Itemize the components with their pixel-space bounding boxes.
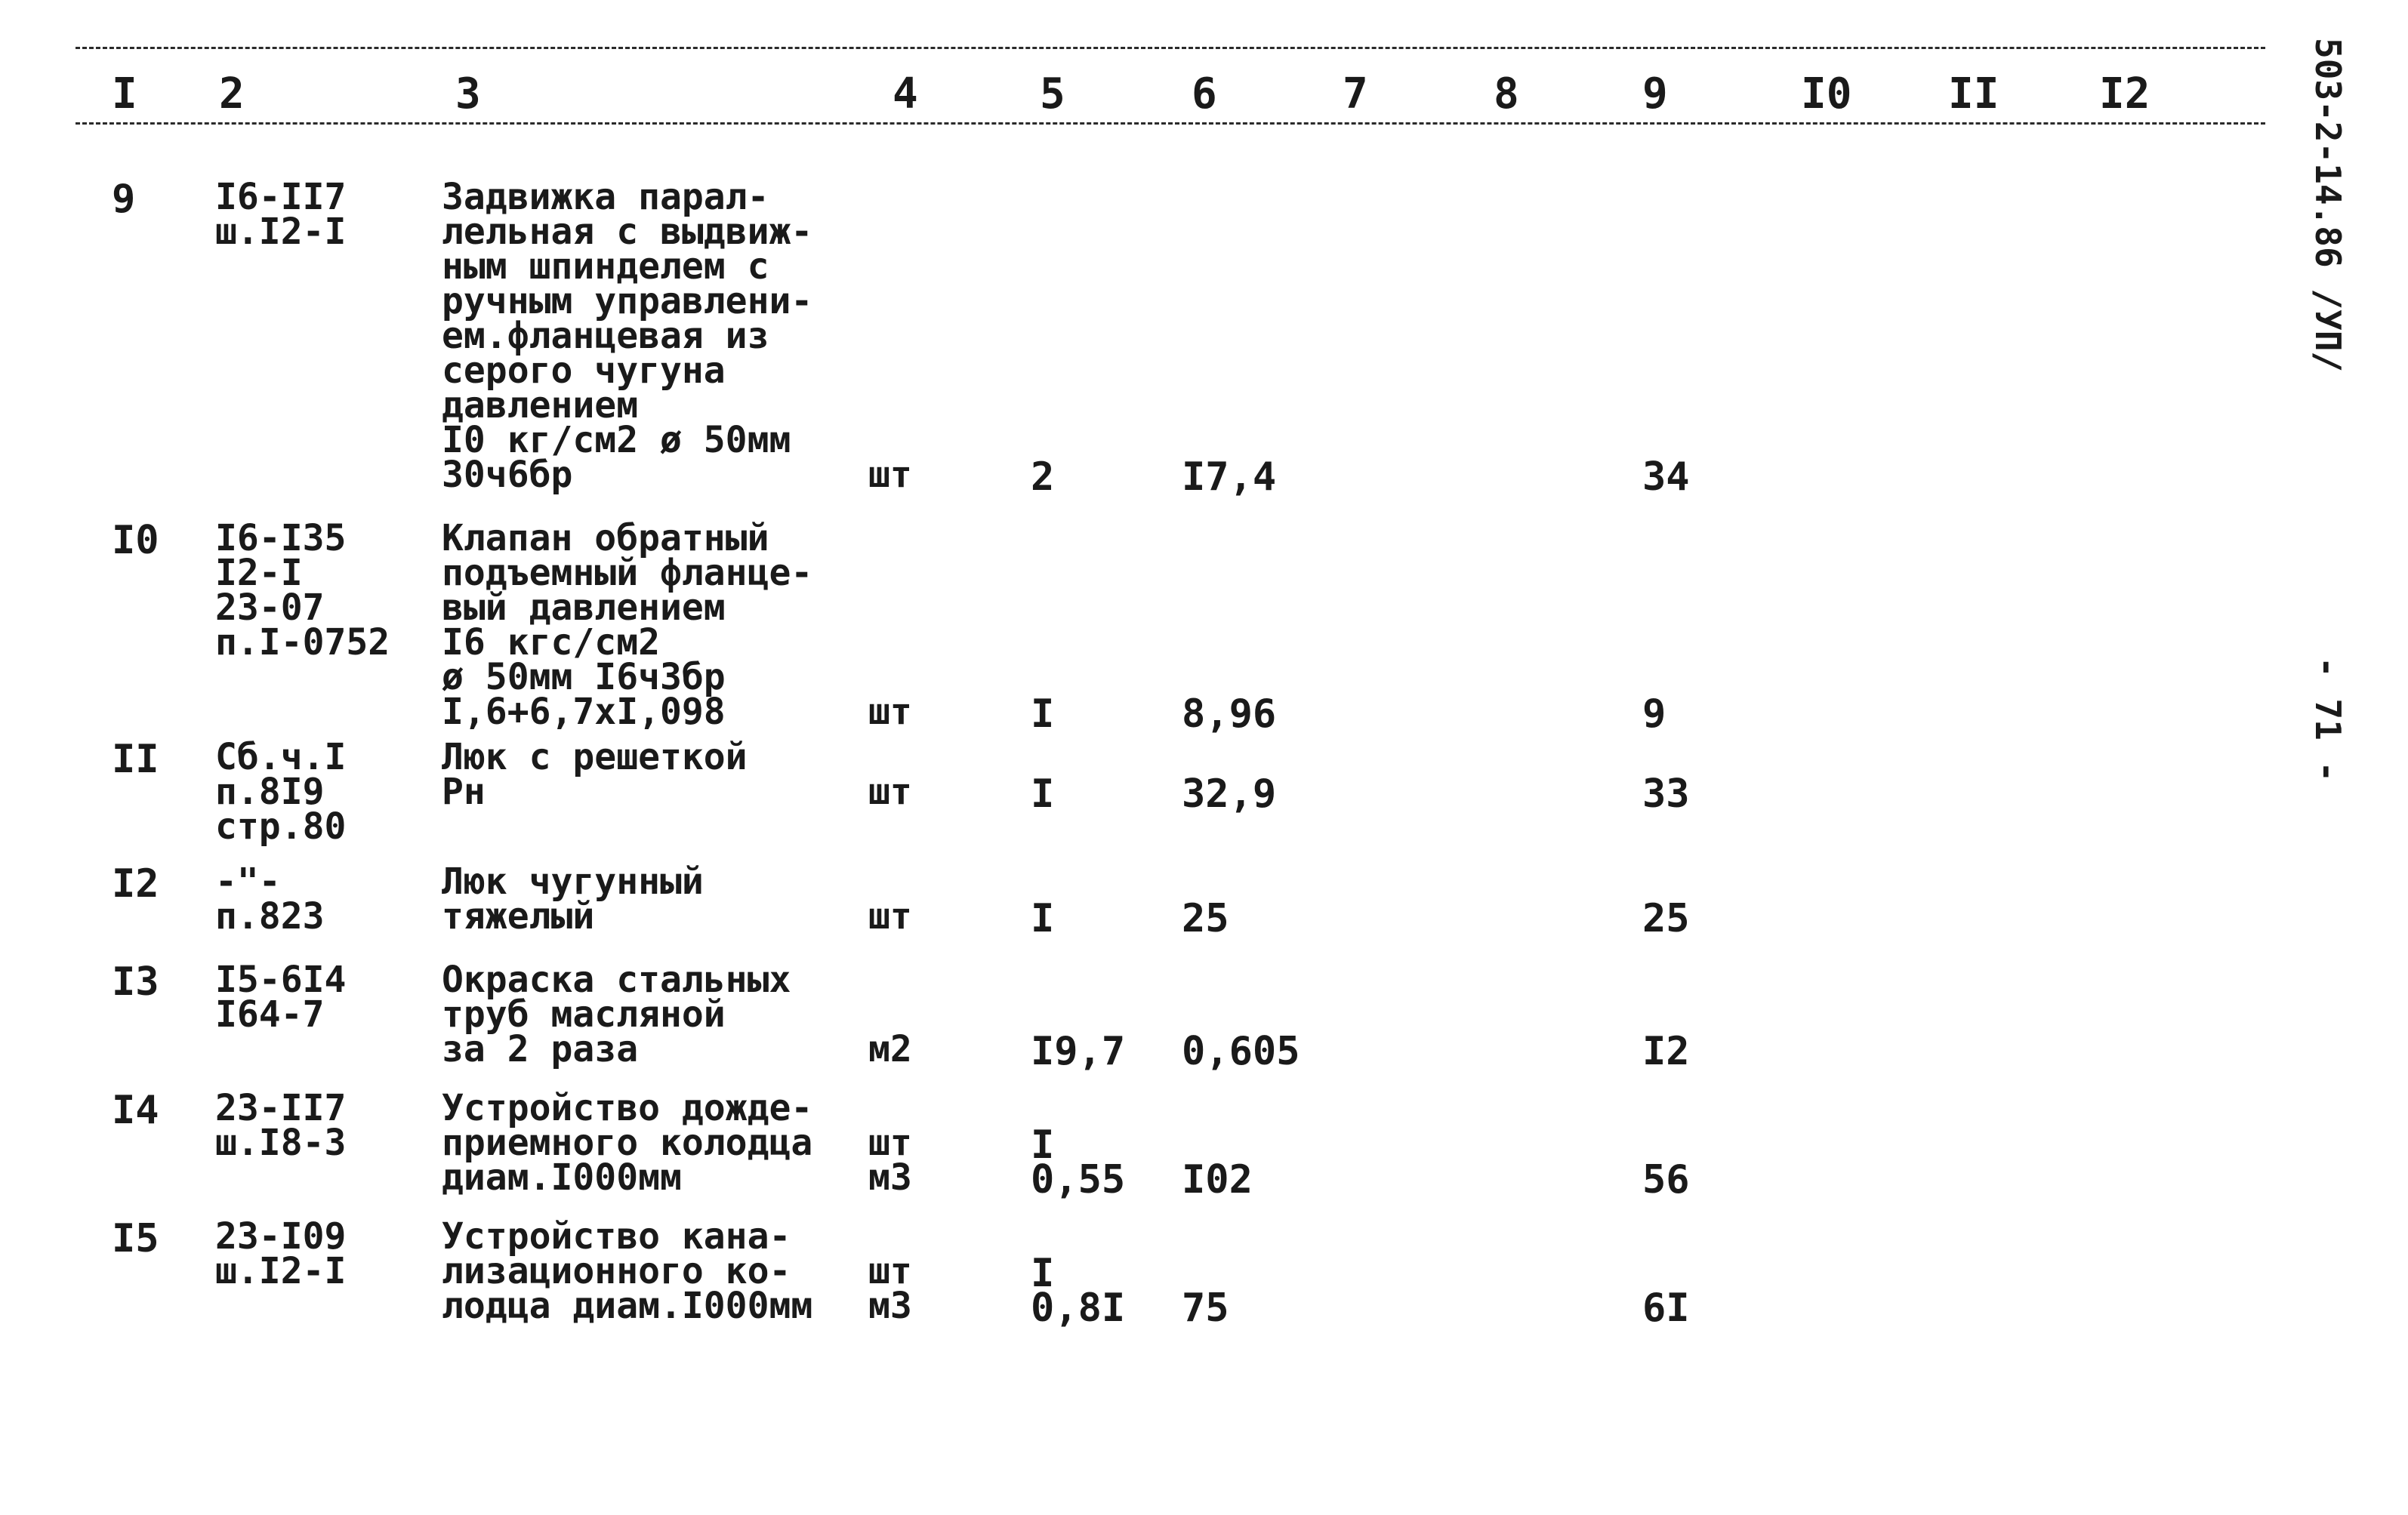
- row-number: I2: [112, 861, 159, 907]
- description-line: вый давлением: [442, 587, 726, 629]
- description-line: I,6+6,7xI,098: [442, 691, 726, 733]
- column-header-11: II: [1948, 69, 1999, 119]
- unit-cell: шт: [868, 454, 912, 496]
- column-header-9: 9: [1642, 69, 1668, 119]
- quantity-cell: I: [1031, 691, 1055, 737]
- reference-line: ш.I2-I: [215, 1250, 347, 1292]
- description-line: лельная с выдвиж-: [442, 211, 813, 253]
- quantity-cell: 0,55: [1031, 1157, 1126, 1202]
- reference-line: ш.I8-3: [215, 1122, 347, 1164]
- row-number: II: [112, 737, 159, 782]
- description-line: Устройство дожде-: [442, 1087, 813, 1129]
- unit-cell: шт: [868, 771, 912, 813]
- quantity-cell: I: [1031, 771, 1055, 817]
- row-number: I4: [112, 1088, 159, 1133]
- description-line: давлением: [442, 384, 639, 426]
- description-line: Устройство кана-: [442, 1215, 791, 1258]
- unit-price-cell: 25: [1182, 896, 1229, 941]
- unit-cell: шт: [868, 691, 912, 733]
- row-number: 9: [112, 177, 136, 222]
- description-line: Люк с решеткой: [442, 736, 748, 778]
- unit-cell: шт: [868, 1250, 912, 1292]
- reference-line: -"-: [215, 861, 281, 903]
- description-line: ø 50мм I6ч3бр: [442, 656, 726, 698]
- column-header-1: I: [112, 69, 137, 119]
- reference-line: п.823: [215, 895, 325, 938]
- unit-price-cell: I7,4: [1182, 454, 1277, 500]
- reference-line: п.8I9: [215, 771, 325, 813]
- quantity-cell: I9,7: [1031, 1029, 1126, 1074]
- quantity-cell: I: [1031, 896, 1055, 941]
- description-line: подъемный фланце-: [442, 552, 813, 594]
- quantity-cell: 0,8I: [1031, 1286, 1126, 1331]
- description-line: диам.I000мм: [442, 1156, 682, 1199]
- document-code: 503-2-14.86 /УП/: [2308, 38, 2348, 373]
- reference-line: I6-I35: [215, 517, 347, 559]
- description-line: Задвижка парал-: [442, 176, 769, 218]
- column-header-8: 8: [1494, 69, 1519, 119]
- description-line: за 2 раза: [442, 1028, 639, 1070]
- quantity-cell: I: [1031, 1251, 1055, 1296]
- total-cost-cell: 9: [1642, 691, 1666, 737]
- reference-line: I2-I: [215, 552, 303, 594]
- row-number: I3: [112, 959, 159, 1005]
- column-header-2: 2: [219, 69, 245, 119]
- reference-line: 23-II7: [215, 1087, 347, 1129]
- unit-cell: м3: [868, 1285, 912, 1327]
- description-line: Люк чугунный: [442, 861, 704, 903]
- top-rule: [76, 47, 2265, 49]
- page-number: - 71 -: [2308, 657, 2348, 783]
- total-cost-cell: 6I: [1642, 1286, 1690, 1331]
- description-line: 30ч6бр: [442, 454, 573, 496]
- reference-line: Сб.ч.I: [215, 736, 347, 778]
- quantity-cell: I: [1031, 1122, 1055, 1168]
- unit-price-cell: 0,605: [1182, 1029, 1300, 1074]
- unit-cell: м3: [868, 1156, 912, 1199]
- reference-line: 23-I09: [215, 1215, 347, 1258]
- row-number: I5: [112, 1216, 159, 1261]
- description-line: труб масляной: [442, 993, 726, 1036]
- unit-cell: шт: [868, 895, 912, 938]
- column-header-10: I0: [1801, 69, 1852, 119]
- reference-line: I5-6I4: [215, 959, 347, 1001]
- description-line: ем.фланцевая из: [442, 315, 769, 357]
- column-header-5: 5: [1040, 69, 1065, 119]
- description-line: ным шпинделем с: [442, 245, 769, 288]
- reference-line: стр.80: [215, 805, 347, 848]
- description-line: приемного колодца: [442, 1122, 813, 1164]
- column-header-12: I2: [2099, 69, 2151, 119]
- description-line: серого чугуна: [442, 349, 726, 392]
- unit-price-cell: 8,96: [1182, 691, 1277, 737]
- column-header-3: 3: [455, 69, 481, 119]
- reference-line: п.I-0752: [215, 621, 390, 664]
- row-number: I0: [112, 518, 159, 563]
- unit-price-cell: 32,9: [1182, 771, 1277, 817]
- description-line: Клапан обратный: [442, 517, 769, 559]
- description-line: лизационного ко-: [442, 1250, 791, 1292]
- unit-cell: м2: [868, 1028, 912, 1070]
- column-header-7: 7: [1343, 69, 1368, 119]
- description-line: ручным управлени-: [442, 280, 813, 322]
- reference-line: ш.I2-I: [215, 211, 347, 253]
- description-line: Рн: [442, 771, 486, 813]
- total-cost-cell: 33: [1642, 771, 1690, 817]
- column-header-6: 6: [1192, 69, 1217, 119]
- column-header-4: 4: [893, 69, 918, 119]
- reference-line: 23-07: [215, 587, 325, 629]
- description-line: Окраска стальных: [442, 959, 791, 1001]
- total-cost-cell: 56: [1642, 1157, 1690, 1202]
- unit-cell: шт: [868, 1122, 912, 1164]
- unit-price-cell: 75: [1182, 1286, 1229, 1331]
- description-line: I0 кг/см2 ø 50мм: [442, 419, 791, 461]
- unit-price-cell: I02: [1182, 1157, 1253, 1202]
- description-line: I6 кгс/см2: [442, 621, 660, 664]
- description-line: лодца диам.I000мм: [442, 1285, 813, 1327]
- reference-line: I6-II7: [215, 176, 347, 218]
- quantity-cell: 2: [1031, 454, 1055, 500]
- header-rule: [76, 122, 2265, 125]
- total-cost-cell: I2: [1642, 1029, 1690, 1074]
- total-cost-cell: 25: [1642, 896, 1690, 941]
- reference-line: I64-7: [215, 993, 325, 1036]
- total-cost-cell: 34: [1642, 454, 1690, 500]
- description-line: тяжелый: [442, 895, 595, 938]
